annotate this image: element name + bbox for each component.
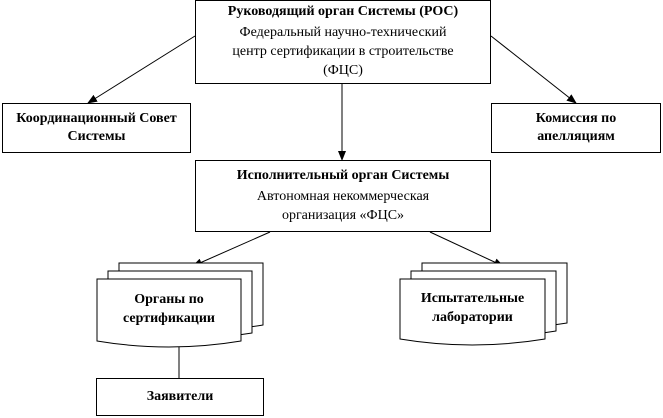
certification-bodies-line: Органы по <box>134 292 204 307</box>
testing-labs-line: Испытательные <box>420 291 525 306</box>
governing-body-box <box>195 0 491 84</box>
governing-body-line: Федеральный научно-технический <box>239 25 447 40</box>
appeals-commission-line: Комиссия по <box>535 111 617 126</box>
applicants-box <box>96 378 264 416</box>
governing-body-line: центр сертификации в строительстве <box>232 44 454 59</box>
arrow-ros-to-council <box>88 36 195 103</box>
governing-body-title: Руководящий орган Системы (РОС) <box>227 4 459 19</box>
appeals-commission-line: апелляциям <box>537 129 615 144</box>
arrow-ros-to-appeals <box>491 36 576 103</box>
applicants-label: Заявители <box>146 389 214 404</box>
appeals-commission-box <box>491 103 661 153</box>
arrow-executive-to-certification <box>193 232 270 266</box>
certification-bodies-line: сертификации <box>123 311 215 326</box>
executive-body-box <box>195 160 491 232</box>
coordination-council-line: Системы <box>67 129 126 144</box>
executive-body-line: Автономная некоммерческая <box>256 188 430 204</box>
executive-body-title: Исполнительный орган Системы <box>236 167 450 183</box>
executive-body-line: организация «ФЦС» <box>281 207 405 223</box>
certification-bodies-label <box>97 280 241 338</box>
testing-labs-label <box>400 280 545 336</box>
arrow-executive-to-labs <box>430 232 503 266</box>
governing-body-line: (ФЦС) <box>323 63 363 78</box>
coordination-council-box <box>2 103 191 153</box>
testing-labs-line: лаборатории <box>432 310 513 325</box>
coordination-council-line: Координационный Совет <box>16 111 177 126</box>
